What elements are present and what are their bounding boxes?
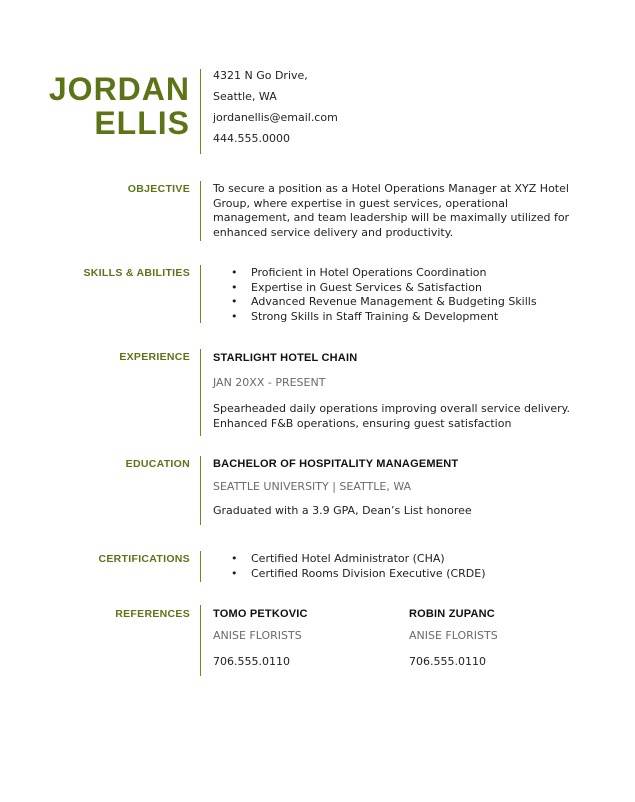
candidate-name xyxy=(49,72,190,140)
certifications-list-wrap xyxy=(213,552,583,581)
header-divider xyxy=(200,69,201,154)
skills-list-wrap xyxy=(213,266,583,324)
reference-name: TOMO PETKOVIC xyxy=(213,608,308,620)
experience-block xyxy=(213,351,583,431)
list-item: • Certified Rooms Division Executive (CRDE) xyxy=(213,567,583,582)
experience-divider xyxy=(200,349,201,436)
reference-company: ANISE FLORISTS xyxy=(213,629,302,642)
address-line-1: 4321 N Go Drive, xyxy=(213,69,308,82)
certifications-divider xyxy=(200,551,201,582)
experience-line-2: Enhanced F&B operations, ensuring guest satisfaction xyxy=(213,417,512,430)
list-item: • Certified Hotel Administrator (CHA) xyxy=(213,552,583,567)
reference-phone: 706.555.0110 xyxy=(409,655,486,668)
education-degree: BACHELOR OF HOSPITALITY MANAGEMENT xyxy=(213,458,459,470)
reference-card xyxy=(213,607,393,669)
address-line-2: Seattle, WA xyxy=(213,90,277,103)
objective-divider xyxy=(200,181,201,241)
reference-phone: 706.555.0110 xyxy=(213,655,290,668)
email: jordanellis@email.com xyxy=(213,111,338,124)
education-label: EDUCATION xyxy=(125,458,190,470)
experience-dates: JAN 20XX - PRESENT xyxy=(213,376,326,389)
certifications-label: CERTIFICATIONS xyxy=(98,553,190,565)
list-item: • Proficient in Hotel Operations Coordination xyxy=(213,266,583,281)
reference-name: ROBIN ZUPANC xyxy=(409,608,495,620)
phone: 444.555.0000 xyxy=(213,132,290,145)
contact-block xyxy=(213,69,583,153)
skills-divider xyxy=(200,265,201,323)
first-name: JORDAN xyxy=(48,71,190,107)
list-item: • Advanced Revenue Management & Budgeting Skills xyxy=(213,295,583,310)
objective-label: OBJECTIVE xyxy=(127,183,190,195)
list-item: • Expertise in Guest Services & Satisfaction xyxy=(213,281,583,296)
references-label: REFERENCES xyxy=(115,608,190,620)
education-divider xyxy=(200,456,201,525)
experience-line-1: Spearheaded daily operations improving overall service delivery. xyxy=(213,402,571,415)
certifications-list xyxy=(213,552,583,581)
education-school: SEATTLE UNIVERSITY | SEATTLE, WA xyxy=(213,480,412,493)
reference-company: ANISE FLORISTS xyxy=(409,629,498,642)
references-divider xyxy=(200,605,201,676)
list-item: • Strong Skills in Staff Training & Development xyxy=(213,310,583,325)
skills-list xyxy=(213,266,583,324)
objective-text: To secure a position as a Hotel Operations Manager at XYZ Hotel Group, where expertise in guest services, operational management, and team leadership will be maximally utilized for enhanced service delivery and productivity. xyxy=(213,182,570,239)
experience-label: EXPERIENCE xyxy=(119,351,190,363)
education-detail: Graduated with a 3.9 GPA, Dean’s List honoree xyxy=(213,504,472,517)
reference-card xyxy=(409,607,589,669)
skills-label: SKILLS & ABILITIES xyxy=(83,267,190,279)
experience-company: STARLIGHT HOTEL CHAIN xyxy=(213,352,358,364)
education-block xyxy=(213,457,583,518)
last-name: ELLIS xyxy=(94,105,190,141)
